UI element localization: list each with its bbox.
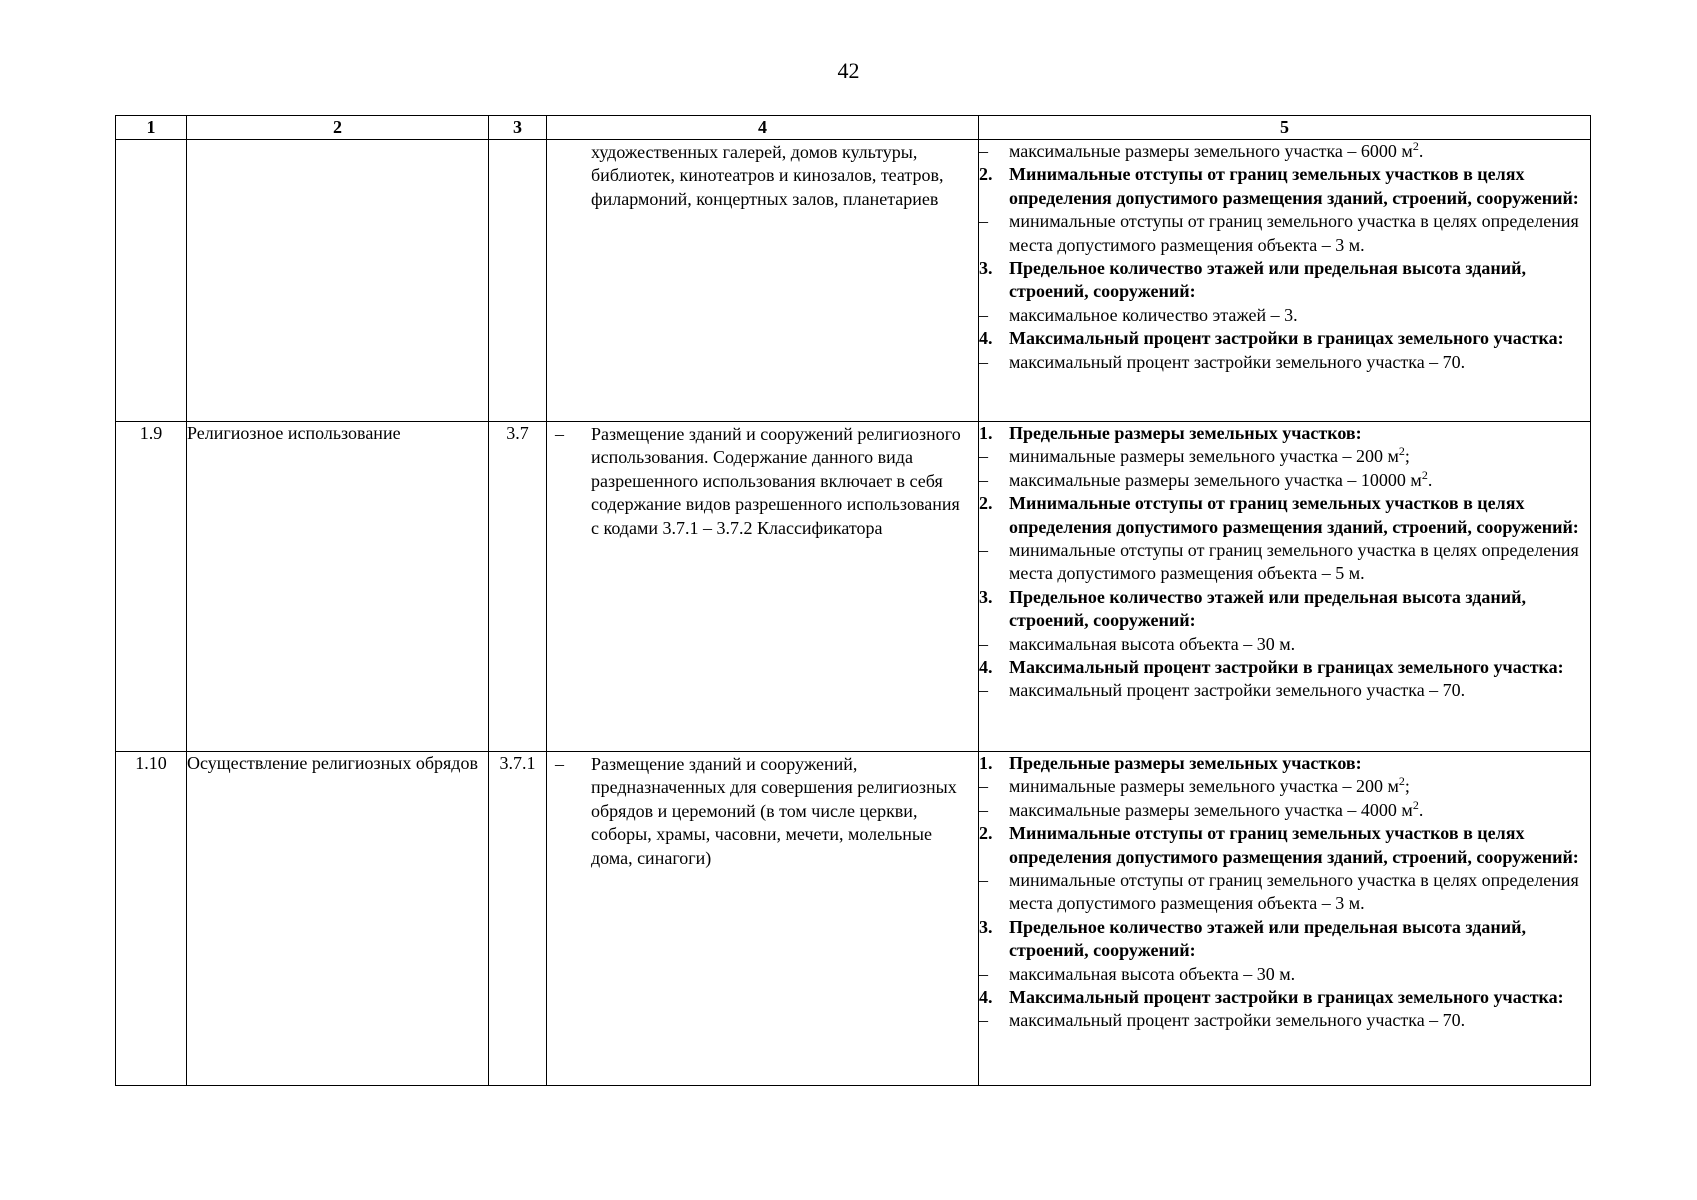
classifier-code: 3.7 [489,422,547,752]
parameter-punctuation: . [1427,469,1433,490]
parameter-marker: – [979,776,988,797]
parameter-text: Предельное количество этажей или предельная высота зданий, строений, сооружений: [1009,258,1527,302]
table-row [116,140,1591,422]
parameter-punctuation: . [1418,141,1424,161]
parameter-text: Предельные размеры земельных участков: [1009,753,1362,773]
parameter-text: максимальная высота объекта – 30 м. [1009,633,1296,654]
parameter-marker: – [979,963,988,984]
use-name: Осуществление религиозных обрядов [187,752,489,1086]
parameter-text: Предельное количество этажей или предельная высота зданий, строений, сооружений: [1009,916,1527,961]
parameter-marker: – [979,351,988,372]
parameter-item [979,539,1590,586]
parameter-item [979,679,1590,702]
use-description: Размещение зданий и сооружений, предназначенных для совершения религиозных обрядов и церемоний (в том числе церкви, соборы, храмы, часовни, мечети, молельные дома, синагоги) [591,754,957,868]
parameter-marker: – [979,211,988,232]
parameter-item [979,1009,1590,1032]
parameter-punctuation: ; [1404,446,1410,467]
parameter-marker: – [979,1010,988,1031]
area-unit-superscript: 2 [1398,774,1405,789]
parameter-heading [979,422,1590,445]
area-unit-superscript: 2 [1421,467,1428,482]
parameter-text: Максимальный процент застройки в границах земельного участка: [1009,657,1564,678]
parameter-marker: – [979,304,988,325]
parameter-text: Минимальные отступы от границ земельных участков в целях определения допустимого размещения зданий, строений, сооружений: [1009,823,1579,867]
use-description-cell [547,140,979,422]
row-number: 1.9 [116,422,187,752]
parameter-punctuation: ; [1404,776,1410,797]
use-description-cell [547,752,979,1086]
parameter-text: минимальные отступы от границ земельного участка в целях определения места допустимого размещения объекта – 5 м. [1009,540,1579,584]
header-col-1: 1 [116,116,187,140]
parameter-text-wrap [1009,351,1590,374]
parameter-text: максимальный процент застройки земельного участка – 70. [1009,680,1466,701]
parameter-marker: – [979,633,988,654]
parameter-heading [979,586,1590,633]
row-number: 1.10 [116,752,187,1086]
parameter-heading [979,492,1590,539]
description-dash: – [555,754,564,774]
use-description: художественных галерей, домов культуры, библиотек, кинотеатров и кинозалов, театров, филармоний, концертных залов, планетариев [591,142,944,209]
parameter-heading [979,822,1590,869]
parameter-marker: 2. [979,493,993,514]
parameter-text-wrap [1009,469,1590,492]
parameter-heading [979,752,1590,775]
parameter-text: минимальные отступы от границ земельного участка в целях определения места допустимого размещения объекта – 3 м. [1009,211,1579,255]
parameter-text: Максимальный процент застройки в границах земельного участка: [1009,328,1564,349]
parameter-text-wrap [1009,679,1590,702]
classifier-code: 3.7.1 [489,752,547,1086]
parameter-text-wrap [1009,963,1590,986]
table-row [116,422,1591,752]
parameter-text-wrap [1009,327,1590,350]
parameter-marker: 4. [979,328,993,349]
parameter-marker: – [979,446,988,467]
header-col-4: 4 [547,116,979,140]
parameter-item [979,869,1590,916]
parameter-marker: 2. [979,164,993,185]
parameter-marker: 4. [979,987,993,1008]
parameter-item [979,963,1590,986]
parameter-marker: – [979,799,988,820]
parameter-marker: 1. [979,423,993,443]
parameter-text-wrap [1009,916,1590,963]
use-name [187,140,489,422]
parameter-text-wrap [1009,656,1590,679]
parameter-text: Минимальные отступы от границ земельных участков в целях определения допустимого размещения зданий, строений, сооружений: [1009,493,1579,537]
parameter-text-wrap [1009,775,1590,798]
area-unit-superscript: 2 [1412,797,1419,812]
parameter-item [979,775,1590,798]
parameter-text: минимальные отступы от границ земельного участка в целях определения места допустимого размещения объекта – 3 м. [1009,870,1579,914]
parameters-cell [979,422,1591,752]
parameter-marker: 3. [979,916,993,937]
parameter-marker: 3. [979,586,993,607]
parameter-marker: – [979,870,988,891]
parameter-item [979,633,1590,656]
parameter-text: максимальная высота объекта – 30 м. [1009,963,1296,984]
parameter-text: минимальные размеры земельного участка – 200 м [1009,446,1399,467]
parameter-marker: – [979,540,988,561]
parameter-text-wrap [1009,445,1590,468]
area-unit-superscript: 2 [1398,444,1405,459]
page-number: 42 [837,58,860,83]
parameter-text-wrap [1009,492,1590,539]
parameter-text-wrap [1009,257,1590,304]
parameter-text: максимальное количество этажей – 3. [1009,304,1298,325]
parameter-text-wrap [1009,986,1590,1009]
row-number [116,140,187,422]
parameter-text: максимальный процент застройки земельного участка – 70. [1009,1010,1466,1031]
parameter-text: максимальный процент застройки земельного участка – 70. [1009,351,1466,372]
parameter-item [979,140,1590,163]
parameter-item [979,469,1590,492]
header-col-3: 3 [489,116,547,140]
parameter-marker: 2. [979,823,993,844]
area-unit-superscript: 2 [1412,139,1419,153]
parameter-text-wrap [1009,304,1590,327]
parameter-text-wrap [1009,539,1590,586]
parameter-marker: – [979,469,988,490]
parameters-cell [979,140,1591,422]
parameter-marker: – [979,680,988,701]
parameter-heading [979,257,1590,304]
classifier-code [489,140,547,422]
parameter-text-wrap [1009,140,1590,163]
use-description: Размещение зданий и сооружений религиозного использования. Содержание данного вида разрешенного использования включает в себя содержание видов разрешенного использования с кодами 3.7.1 – 3.7.2 Классификатора [591,424,961,538]
parameter-item [979,445,1590,468]
parameter-text-wrap [1009,586,1590,633]
parameter-item [979,210,1590,257]
parameter-punctuation: . [1418,799,1424,820]
parameter-marker: – [979,141,988,161]
parameter-text: максимальные размеры земельного участка – 4000 м [1009,799,1413,820]
table-row [116,752,1591,1086]
parameter-text-wrap [1009,822,1590,869]
parameter-text: Предельное количество этажей или предельная высота зданий, строений, сооружений: [1009,586,1527,631]
parameter-heading [979,327,1590,350]
table-header-row [116,116,1591,140]
parameter-text: минимальные размеры земельного участка – 200 м [1009,776,1399,797]
parameter-text: максимальные размеры земельного участка – 10000 м [1009,469,1422,490]
parameter-heading [979,656,1590,679]
parameter-text: Предельные размеры земельных участков: [1009,423,1362,443]
parameter-text: Минимальные отступы от границ земельных участков в целях определения допустимого размещения зданий, строений, сооружений: [1009,164,1579,208]
parameter-item [979,351,1590,374]
parameter-text-wrap [1009,869,1590,916]
parameter-heading [979,916,1590,963]
header-col-5: 5 [979,116,1591,140]
parameter-text-wrap [1009,1009,1590,1032]
parameter-marker: 3. [979,258,993,279]
parameter-text: Максимальный процент застройки в границах земельного участка: [1009,987,1564,1008]
description-dash: – [555,424,564,444]
parameter-text-wrap [1009,799,1590,822]
parameter-text-wrap [1009,752,1590,775]
parameter-marker: 4. [979,657,993,678]
use-name: Религиозное использование [187,422,489,752]
parameter-text-wrap [1009,163,1590,210]
parameter-text-wrap [1009,210,1590,257]
parameter-text: максимальные размеры земельного участка – 6000 м [1009,141,1413,161]
parameter-item [979,304,1590,327]
parameter-marker: 1. [979,753,993,773]
parameters-cell [979,752,1591,1086]
parameter-item [979,799,1590,822]
parameter-text-wrap [1009,422,1590,445]
regulations-table [115,115,1591,1086]
use-description-cell [547,422,979,752]
parameter-text-wrap [1009,633,1590,656]
header-col-2: 2 [187,116,489,140]
parameter-heading [979,986,1590,1009]
parameter-heading [979,163,1590,210]
